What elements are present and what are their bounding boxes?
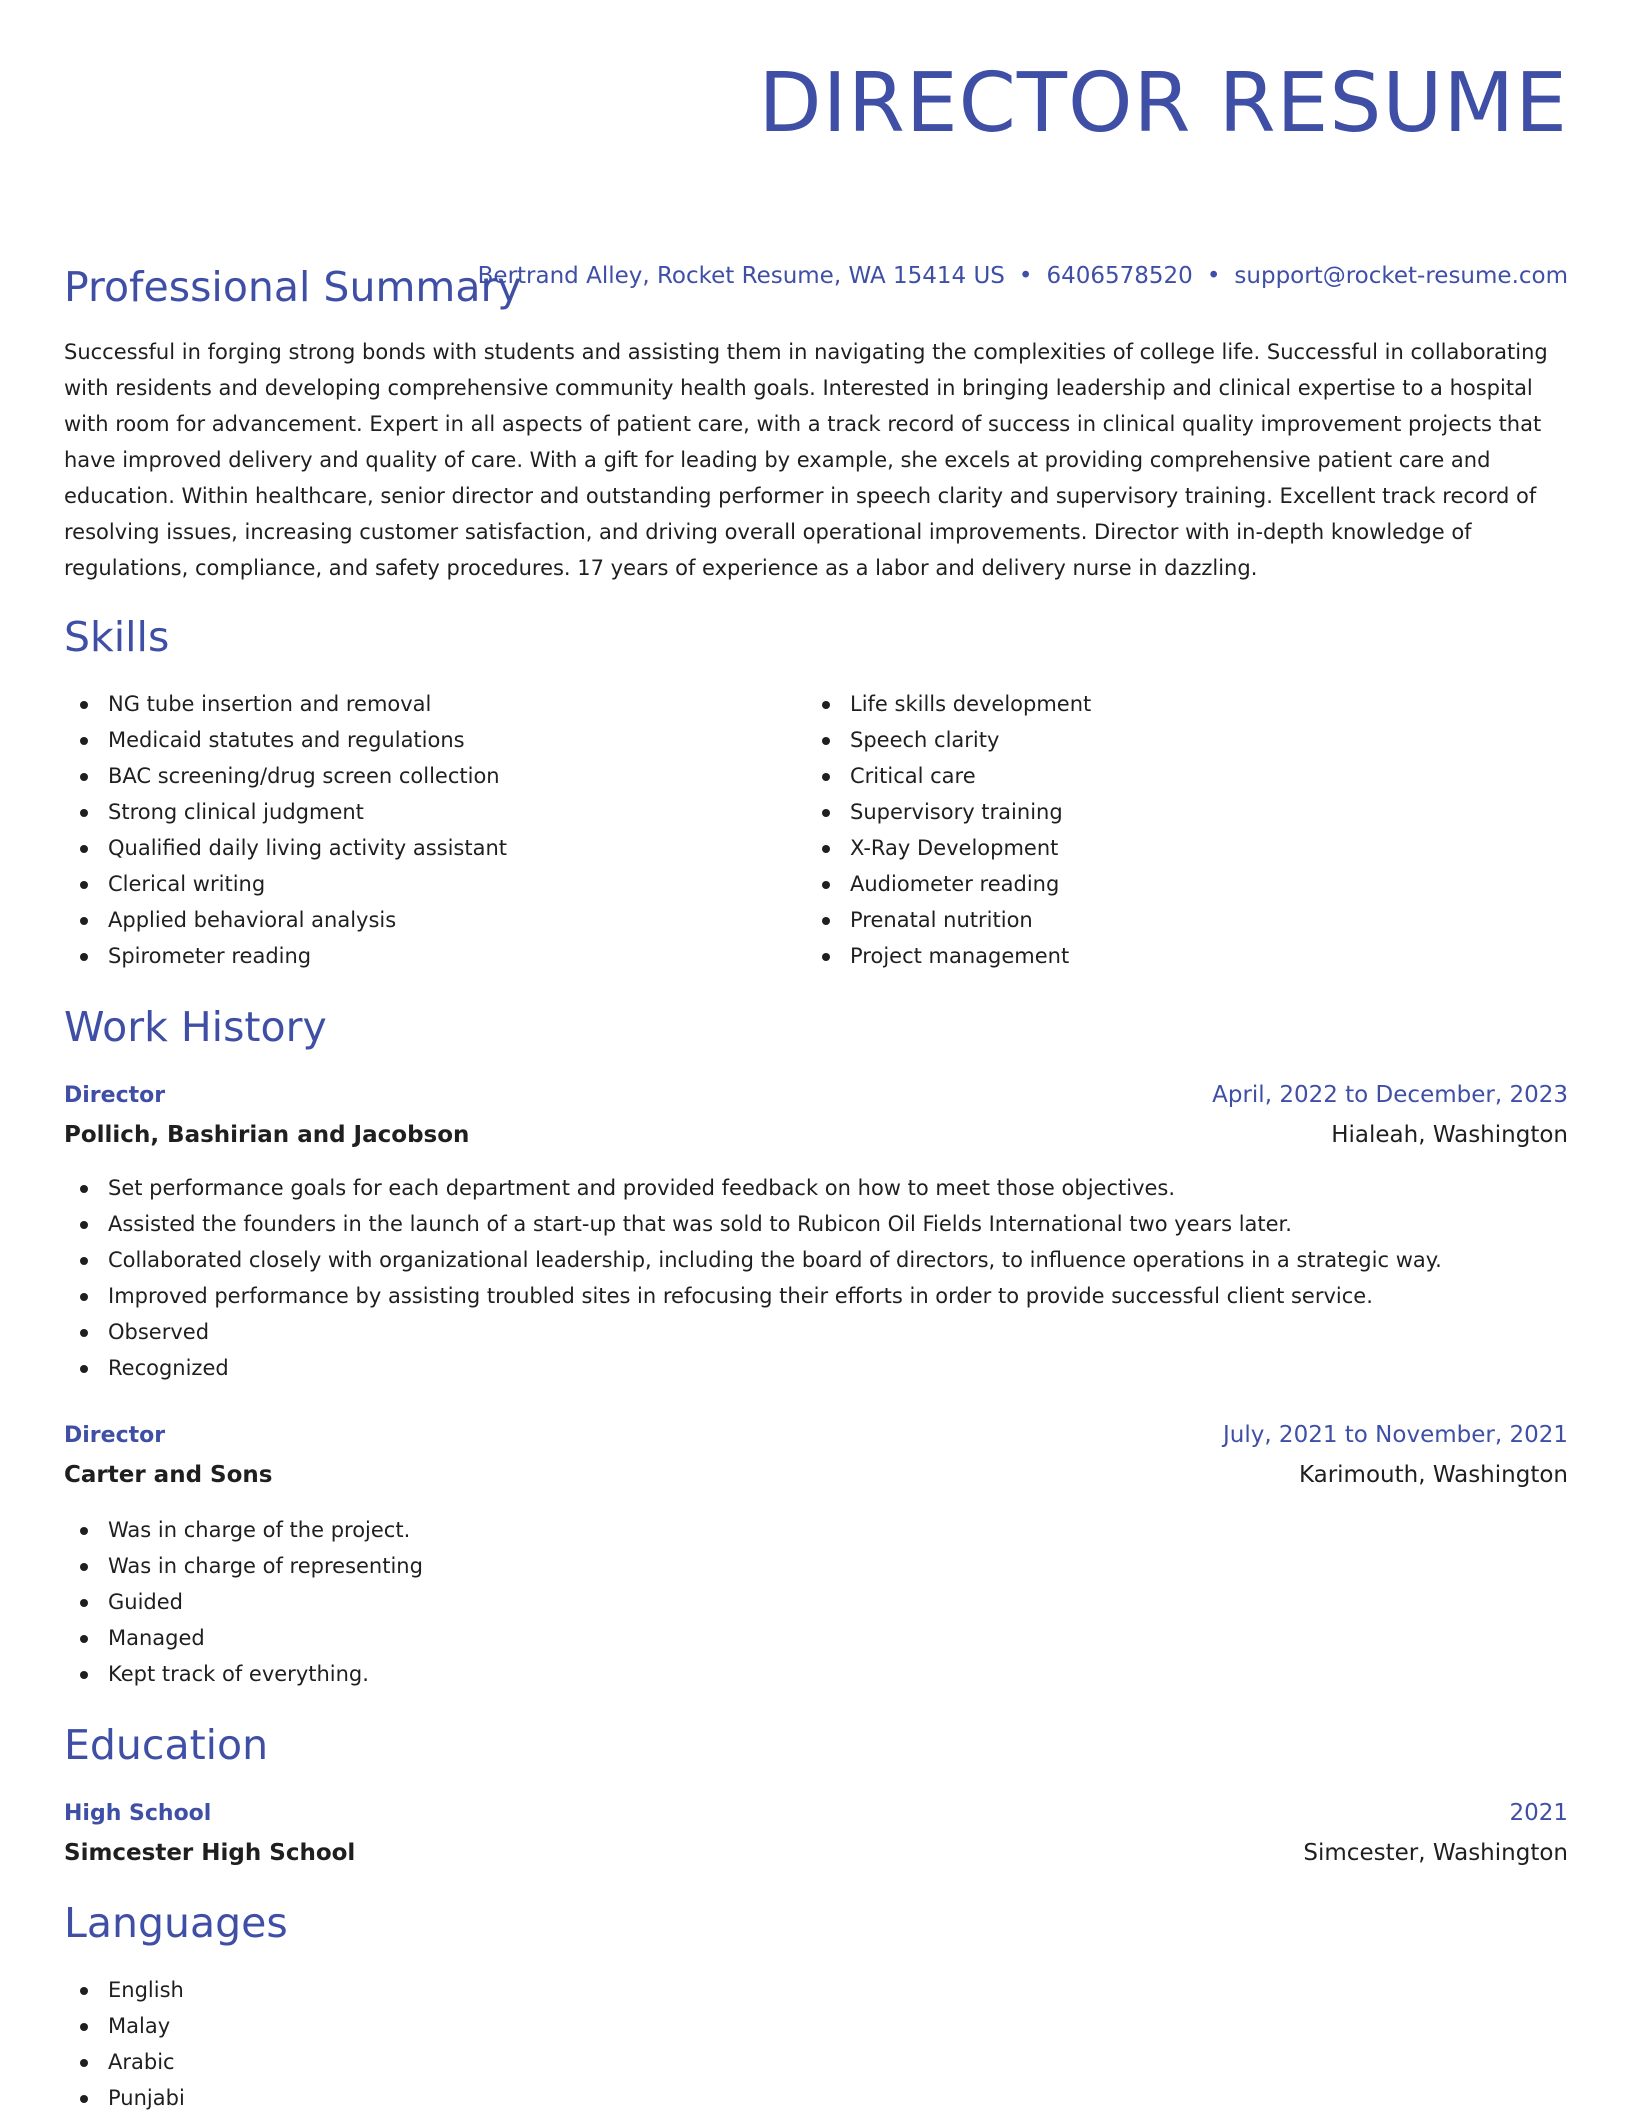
contact-phone: 6406578520 [1046,263,1193,289]
bullet-icon [80,1365,88,1373]
skills-section [64,612,1568,662]
list-item: Applied behavioral analysis [64,902,806,938]
bullet-icon [80,2095,88,2103]
bullet-icon [822,881,830,889]
list-item: Improved performance by assisting troubled sites in refocusing their efforts in order to provide successful client service. [64,1278,1568,1314]
education-header [64,1794,1568,1833]
bullet-icon [80,701,88,709]
list-item: Medicaid statutes and regulations [64,722,806,758]
contact-address: Bertrand Alley, Rocket Resume, WA 15414 US [477,263,1005,289]
list-item: Malay [64,2008,1568,2044]
job-bullets [64,1512,1568,1692]
list-item: BAC screening/drug screen collection [64,758,806,794]
bullet-icon [80,1185,88,1193]
job-company: Pollich, Bashirian and Jacobson [64,1122,470,1148]
skills-heading: Skills [64,613,170,661]
bullet-icon [80,1293,88,1301]
job-header [64,1076,1568,1115]
skills-list-right [806,686,1548,974]
job-subheader [64,1115,1568,1155]
list-item: Managed [64,1620,1568,1656]
job-subheader [64,1455,1568,1495]
summary-section [64,262,1568,312]
bullet-icon [80,881,88,889]
bullet-icon [80,953,88,961]
job-dates: July, 2021 to November, 2021 [1222,1422,1568,1448]
bullet-icon [80,917,88,925]
education-year: 2021 [1509,1800,1568,1826]
education-entry [64,1794,1568,1873]
bullet-icon [80,1221,88,1229]
bullet-icon [80,1987,88,1995]
contact-separator: • [1018,263,1033,289]
list-item: English [64,1972,1568,2008]
bullet-icon [80,773,88,781]
bullet-icon [80,1329,88,1337]
bullet-icon [80,1563,88,1571]
bullet-icon [80,1599,88,1607]
job-bullets [64,1170,1568,1386]
contact-email[interactable]: support@rocket-resume.com [1234,263,1568,289]
job-bullet-list [64,1512,1568,1692]
list-item: Punjabi [64,2080,1568,2116]
bullet-icon [822,953,830,961]
bullet-icon [822,737,830,745]
bullet-icon [80,809,88,817]
bullet-icon [822,773,830,781]
education-section [64,1720,1568,1770]
list-item: Collaborated closely with organizational leadership, including the board of directors, to influence operations in a strategic way. [64,1242,1568,1278]
bullet-icon [80,1257,88,1265]
bullet-icon [80,2023,88,2031]
bullet-icon [80,737,88,745]
bullet-icon [822,809,830,817]
list-item: Observed [64,1314,1568,1350]
job-location: Hialeah, Washington [1331,1122,1568,1148]
skills-grid [64,686,1568,974]
list-item: Supervisory training [806,794,1548,830]
list-item: NG tube insertion and removal [64,686,806,722]
education-school: Simcester High School [64,1840,356,1866]
job-bullet-list [64,1170,1568,1386]
list-item: Set performance goals for each department and provided feedback on how to meet those objectives. [64,1170,1568,1206]
bullet-icon [80,2059,88,2067]
skills-list-left [64,686,806,974]
list-item: Qualified daily living activity assistant [64,830,806,866]
languages-list [64,1972,1568,2116]
resume-title: DIRECTOR RESUME [758,56,1568,151]
list-item: Strong clinical judgment [64,794,806,830]
summary-text: Successful in forging strong bonds with students and assisting them in navigating the complexities of college life. Successful in collaborating with residents and developing comprehensive community health goals. Interested in bringing leadership and clinical expertise to a hospital with room for advancement. Expert in all aspects of patient care, with a track record of success in clinical quality improvement projects that have improved delivery and quality of care. With a gift for leading by example, she excels at providing comprehensive patient care and education. Within healthcare, senior director and outstanding performer in speech clarity and supervisory training. Excellent track record of resolving issues, increasing customer satisfaction, and driving overall operational improvements. Director with in-depth knowledge of regulations, compliance, and safety procedures. 17 years of experience as a labor and delivery nurse in dazzling. [64,340,1548,580]
list-item: Assisted the founders in the launch of a start-up that was sold to Rubicon Oil Fields International two years later. [64,1206,1568,1242]
job-dates: April, 2022 to December, 2023 [1212,1082,1568,1108]
list-item: Clerical writing [64,866,806,902]
list-item: Recognized [64,1350,1568,1386]
bullet-icon [822,917,830,925]
job-header [64,1416,1568,1455]
list-item: Life skills development [806,686,1548,722]
list-item: X-Ray Development [806,830,1548,866]
education-degree: High School [64,1801,212,1826]
job-role: Director [64,1423,166,1448]
job-location: Karimouth, Washington [1298,1462,1568,1488]
list-item: Prenatal nutrition [806,902,1548,938]
languages-heading: Languages [64,1899,288,1947]
languages-section [64,1898,1568,1948]
job-entry [64,1076,1568,1155]
list-item: Arabic [64,2044,1568,2080]
job-entry [64,1416,1568,1495]
list-item: Audiometer reading [806,866,1548,902]
education-location: Simcester, Washington [1303,1840,1568,1866]
work-section [64,1002,1568,1052]
job-company: Carter and Sons [64,1462,273,1488]
bullet-icon [822,845,830,853]
list-item: Guided [64,1584,1568,1620]
list-item: Spirometer reading [64,938,806,974]
contact-separator: • [1206,263,1221,289]
list-item: Project management [806,938,1548,974]
summary-heading: Professional Summary [64,263,522,311]
languages-body [64,1972,1568,2116]
bullet-icon [80,1635,88,1643]
bullet-icon [80,1671,88,1679]
list-item: Speech clarity [806,722,1548,758]
bullet-icon [822,701,830,709]
job-role: Director [64,1083,166,1108]
summary-body [64,334,1568,586]
list-item: Kept track of everything. [64,1656,1568,1692]
bullet-icon [80,1527,88,1535]
list-item: Was in charge of representing [64,1548,1568,1584]
education-heading: Education [64,1721,269,1769]
education-subheader [64,1833,1568,1873]
work-heading: Work History [64,1003,327,1051]
list-item: Critical care [806,758,1548,794]
list-item: Was in charge of the project. [64,1512,1568,1548]
bullet-icon [80,845,88,853]
